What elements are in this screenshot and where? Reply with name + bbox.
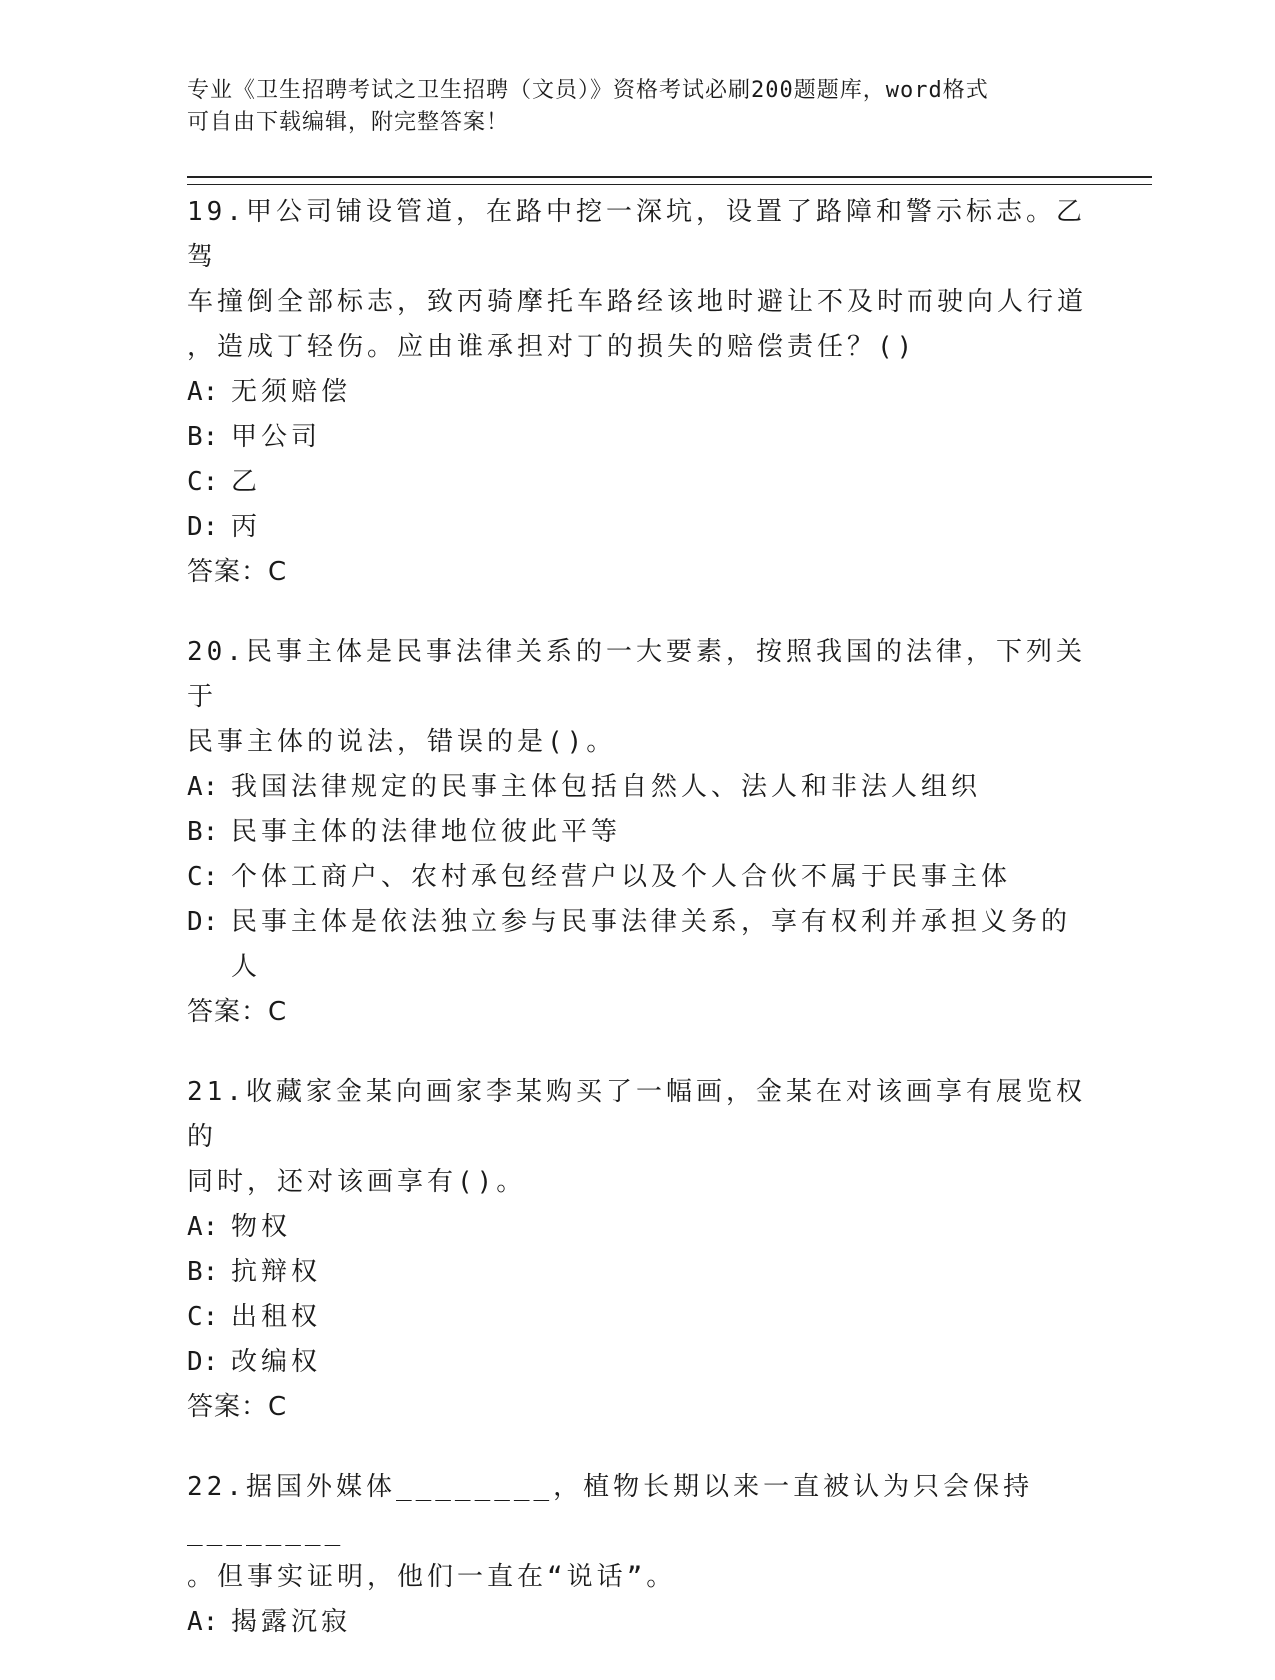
question-list [187, 190, 1087, 1680]
answer-line: 答案：C [187, 1392, 288, 1422]
option-text: 出租权 [231, 1302, 322, 1332]
header-line-1: 专业《卫生招聘考试之卫生招聘（文员）》资格考试必刷200题题库，word格式 [187, 78, 989, 103]
question-stem-line: 民事主体的说法，错误的是()。 [187, 727, 617, 757]
option-letter: C: [187, 467, 219, 497]
option-d [187, 505, 1087, 550]
question-20 [187, 630, 1087, 1035]
question-stem-line: 19.甲公司铺设管道，在路中挖一深坑，设置了路障和警示标志。乙驾 [187, 197, 1086, 272]
option-text: 甲公司 [231, 422, 322, 452]
option-letter: C: [187, 1302, 219, 1332]
option-a [187, 765, 1087, 810]
option-text: 乙 [231, 467, 262, 497]
question-19 [187, 190, 1087, 595]
option-letter: A: [187, 772, 219, 802]
option-c [187, 855, 1087, 900]
option-text: 民事主体的法律地位彼此平等 [231, 817, 622, 847]
question-stem-line: ，造成丁轻伤。应由谁承担对丁的损失的赔偿责任？() [187, 332, 917, 362]
option-text: 丙 [231, 512, 262, 542]
option-c [187, 1295, 1087, 1340]
option-text: 抗辩权 [231, 1257, 322, 1287]
question-stem-line: 22.据国外媒体________，植物长期以来一直被认为只会保持________ [187, 1472, 1034, 1547]
option-a [187, 1205, 1087, 1250]
answer-line: 答案：C [187, 997, 288, 1027]
option-c [187, 460, 1087, 505]
document-header [187, 75, 1067, 139]
option-text: 改编权 [231, 1347, 322, 1377]
question-21 [187, 1070, 1087, 1430]
header-line-2: 可自由下载编辑，附完整答案！ [187, 110, 510, 135]
option-letter: D: [187, 907, 219, 937]
option-text: 无须赔偿 [231, 377, 352, 407]
question-22 [187, 1465, 1087, 1645]
option-letter: A: [187, 1212, 219, 1242]
option-letter: B: [187, 817, 219, 847]
option-letter: C: [187, 862, 219, 892]
option-b [187, 810, 1087, 855]
option-b [187, 415, 1087, 460]
option-b [187, 1250, 1087, 1295]
option-text: 我国法律规定的民事主体包括自然人、法人和非法人组织 [231, 772, 982, 802]
question-stem-line: 20.民事主体是民事法律关系的一大要素，按照我国的法律，下列关于 [187, 637, 1086, 712]
option-a [187, 370, 1087, 415]
question-stem-line: 车撞倒全部标志，致丙骑摩托车路经该地时避让不及时而驶向人行道 [187, 287, 1088, 317]
question-stem-line: 同时，还对该画享有()。 [187, 1167, 527, 1197]
option-a [187, 1600, 1087, 1645]
option-d [187, 1340, 1087, 1385]
option-letter: B: [187, 422, 219, 452]
option-letter: D: [187, 1347, 219, 1377]
answer-line: 答案：C [187, 557, 288, 587]
option-text: 揭露沉寂 [231, 1607, 352, 1637]
header-divider [187, 176, 1152, 185]
question-stem-line: 21.收藏家金某向画家李某购买了一幅画，金某在对该画享有展览权的 [187, 1077, 1086, 1152]
option-letter: B: [187, 1257, 219, 1287]
option-letter: A: [187, 1607, 219, 1637]
option-text: 物权 [231, 1212, 292, 1242]
option-text: 个体工商户、农村承包经营户以及个人合伙不属于民事主体 [231, 862, 1012, 892]
option-d [187, 900, 1087, 990]
option-letter: A: [187, 377, 219, 407]
option-letter: D: [187, 512, 219, 542]
question-stem-line: 。但事实证明，他们一直在“说话”。 [187, 1562, 677, 1592]
option-text: 民事主体是依法独立参与民事法律关系，享有权利并承担义务的人 [231, 907, 1072, 982]
